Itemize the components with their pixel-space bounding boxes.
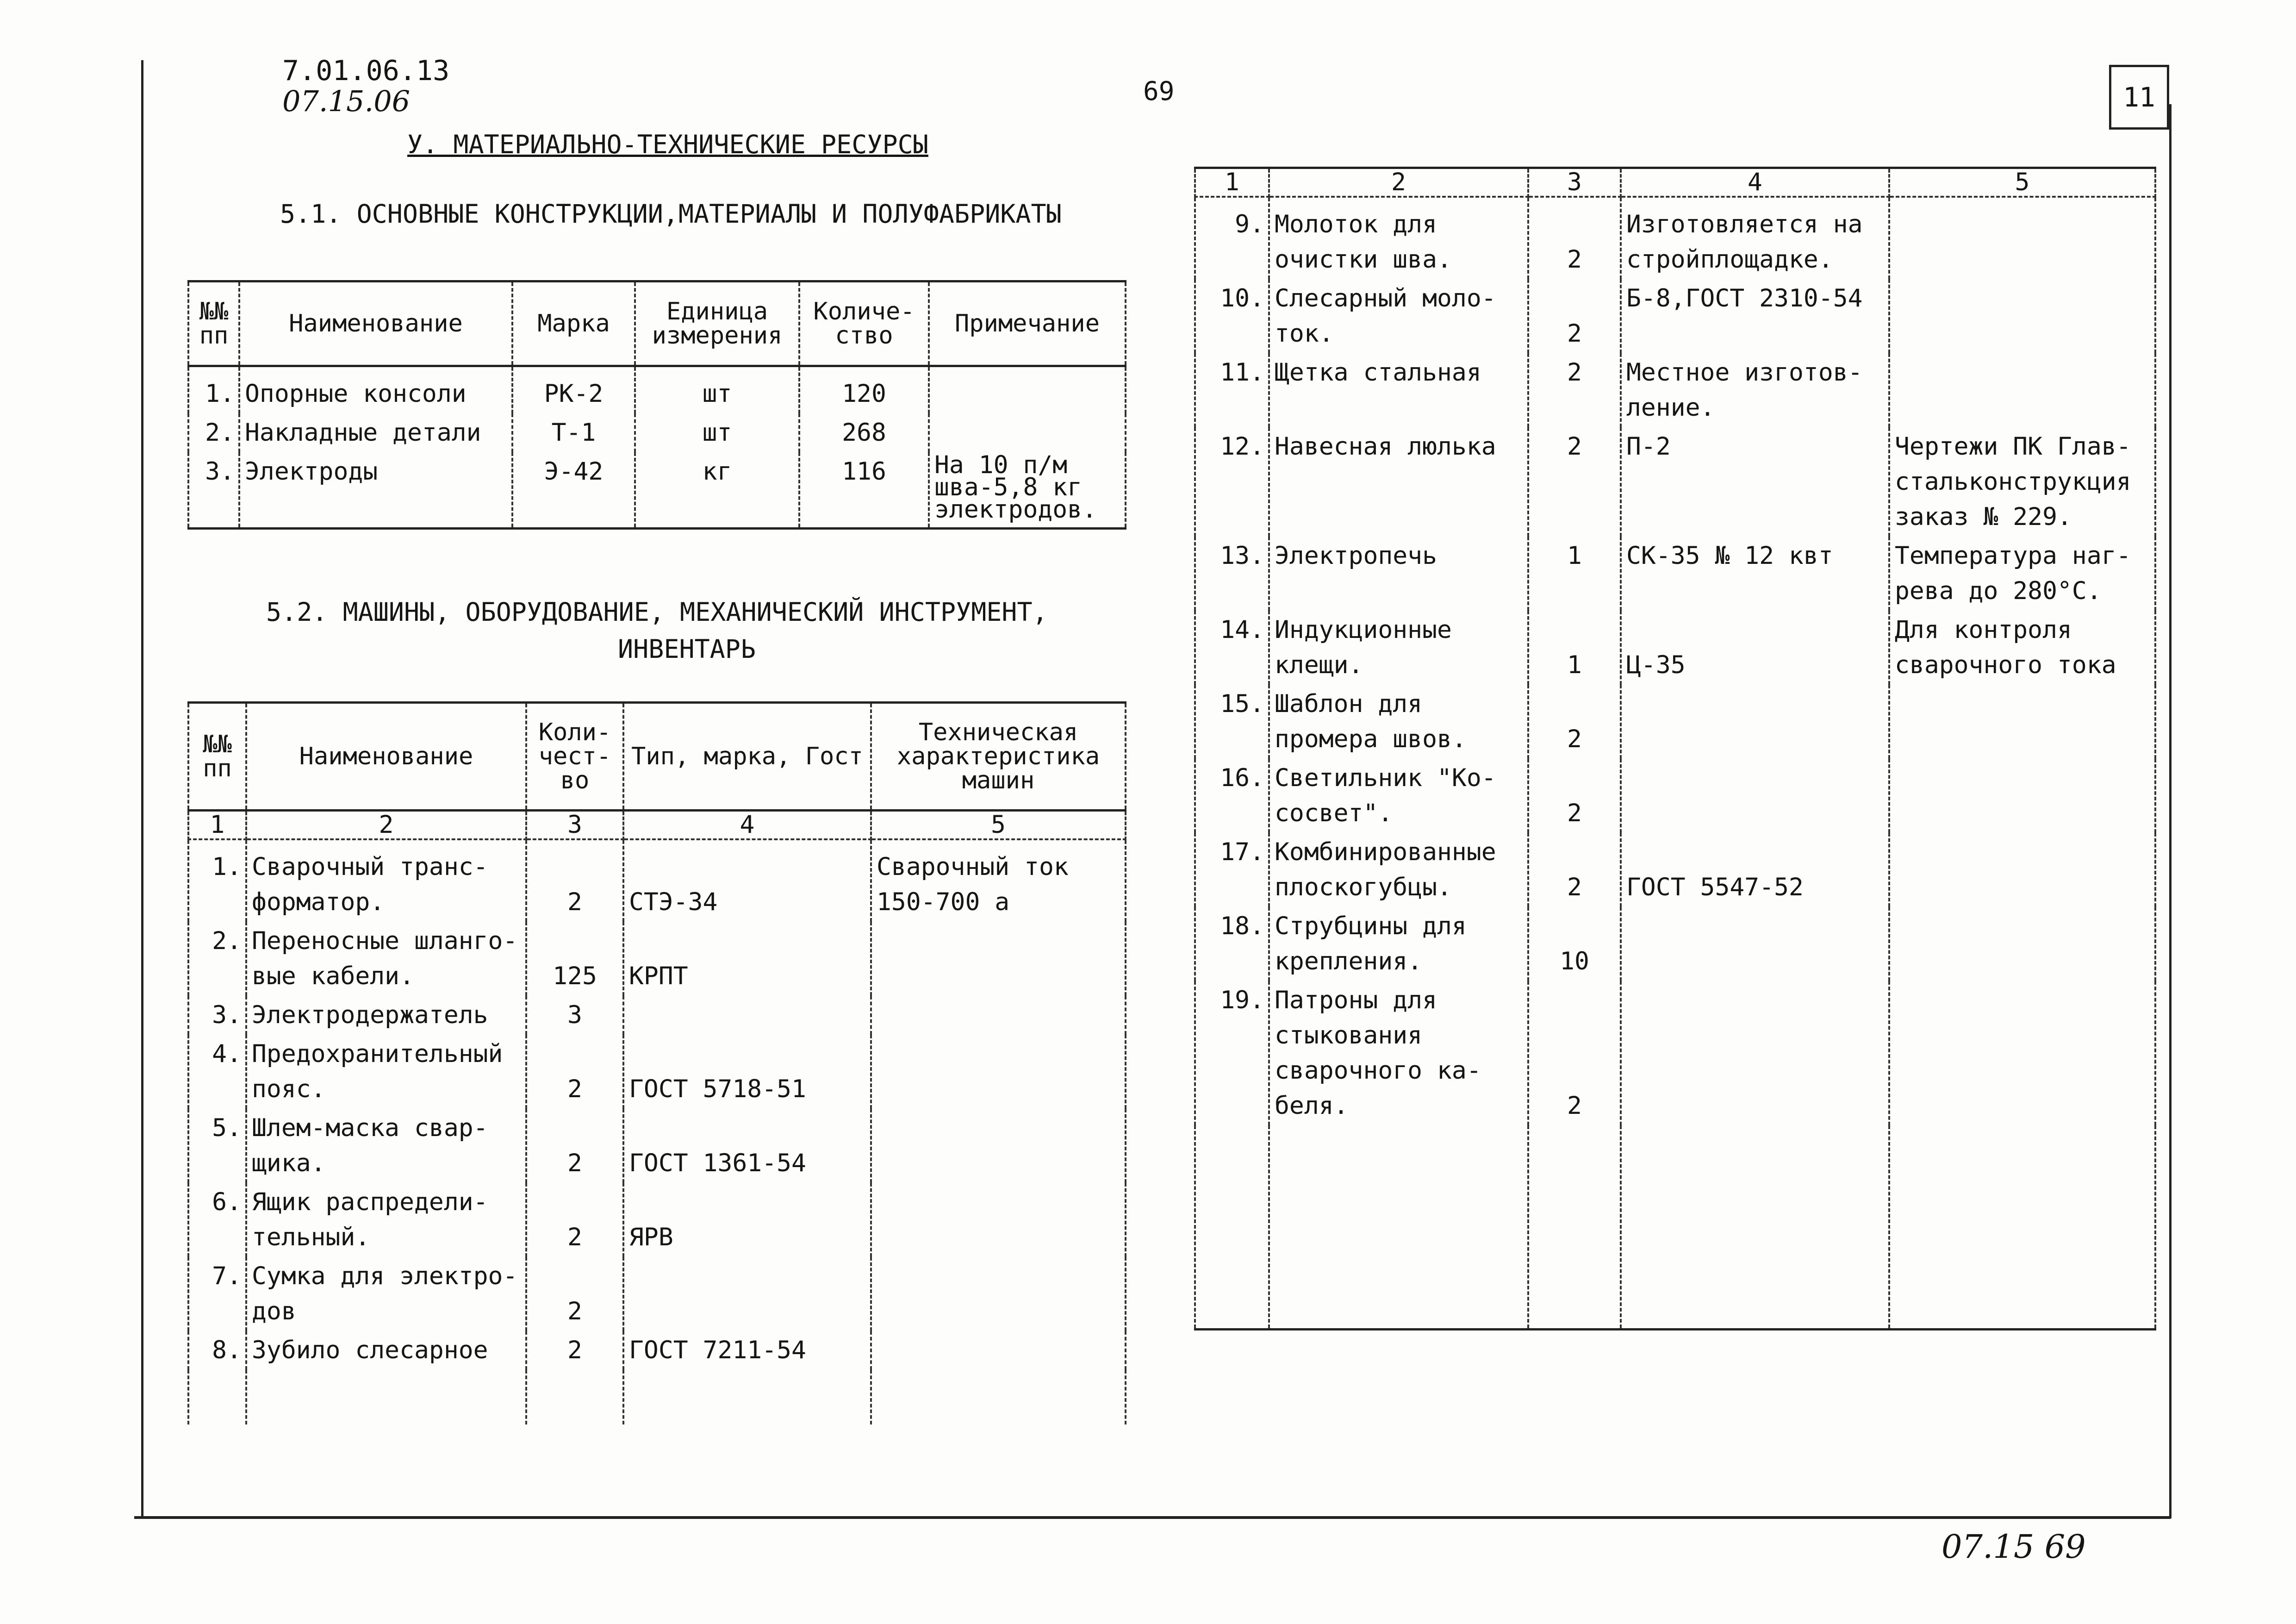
subsection-2-title-line2: ИНВЕНТАРЬ [618, 634, 756, 664]
row-number: 5. [188, 1109, 246, 1183]
item-spec [871, 1331, 1126, 1370]
item-name: Ящик распредели- тельный. [246, 1183, 526, 1257]
item-spec [1889, 759, 2155, 833]
item-name: Переносные шланго- вые кабели. [246, 922, 526, 996]
header-cell: Техническая характеристика машин [871, 703, 1126, 811]
column-number: 1 [1195, 168, 1269, 197]
item-quantity: 2 [1528, 981, 1621, 1125]
materials-table [187, 280, 1126, 530]
item-quantity: 2 [1528, 759, 1621, 833]
item-type: Местное изготов- ление. [1621, 353, 1889, 427]
header-cell: Примечание [929, 281, 1126, 366]
footer-handwritten-mark: 07.15 69 [1941, 1528, 2086, 1566]
item-name: Навесная люлька [1269, 427, 1528, 537]
table-row [1195, 981, 2155, 1125]
row-number: 10. [1195, 279, 1269, 353]
item-spec: Для контроля сварочного тока [1889, 611, 2155, 685]
machines-table-header [188, 703, 1126, 811]
item-quantity: 2 [526, 1109, 623, 1183]
table-row [1195, 353, 2155, 427]
table-row [1195, 197, 2155, 279]
item-note [929, 366, 1126, 414]
item-name: Предохранительный пояс. [246, 1035, 526, 1109]
item-quantity: 1 [1528, 537, 1621, 611]
item-type [1621, 759, 1889, 833]
item-quantity: 1 [1528, 611, 1621, 685]
row-number: 6. [188, 1183, 246, 1257]
section-title: У. МАТЕРИАЛЬНО-ТЕХНИЧЕСКИЕ РЕСУРСЫ [407, 130, 928, 159]
subsection-1-title: 5.1. ОСНОВНЫЕ КОНСТРУКЦИИ,МАТЕРИАЛЫ И ПОЛУФАБРИКАТЫ [280, 199, 1062, 229]
table-row [188, 1035, 1126, 1109]
column-number: 3 [1528, 168, 1621, 197]
header-cell: Тип, марка, Гост [623, 703, 871, 811]
item-unit: кг [635, 452, 799, 529]
machines-table-continuation [1194, 167, 2156, 1330]
item-type [1621, 685, 1889, 759]
table-row [188, 1257, 1126, 1331]
item-spec [871, 922, 1126, 996]
item-mark: РК-2 [512, 366, 635, 414]
frame-left-line [141, 60, 143, 1518]
table-row [188, 366, 1126, 414]
row-number: 11. [1195, 353, 1269, 427]
item-quantity: 2 [1528, 353, 1621, 427]
item-quantity: 2 [1528, 685, 1621, 759]
item-name: Комбинированные плоскогубцы. [1269, 833, 1528, 907]
item-quantity: 2 [1528, 279, 1621, 353]
item-spec [1889, 981, 2155, 1125]
item-name: Опорные консоли [239, 366, 512, 414]
table-filler-row [188, 1370, 1126, 1424]
item-quantity: 125 [526, 922, 623, 996]
page-number: 69 [1143, 76, 1175, 106]
table-row [188, 922, 1126, 996]
table-row [1195, 907, 2155, 981]
item-name: Сварочный транс- форматор. [246, 839, 526, 922]
item-spec [871, 996, 1126, 1035]
item-spec [1889, 833, 2155, 907]
table-row [188, 1109, 1126, 1183]
item-spec [1889, 907, 2155, 981]
table-row [1195, 427, 2155, 537]
item-name: Индукционные клещи. [1269, 611, 1528, 685]
frame-right-line [2169, 104, 2172, 1518]
item-spec [1889, 197, 2155, 279]
row-number: 12. [1195, 427, 1269, 537]
item-note: На 10 п/м шва-5,8 кг электродов. [929, 452, 1126, 529]
column-number: 2 [246, 811, 526, 840]
item-type: ГОСТ 5547-52 [1621, 833, 1889, 907]
item-spec [1889, 279, 2155, 353]
item-quantity: 116 [799, 452, 929, 529]
table-row [1195, 685, 2155, 759]
item-type: ГОСТ 7211-54 [623, 1331, 871, 1370]
table-row [188, 452, 1126, 529]
item-unit: шт [635, 413, 799, 452]
table-row [1195, 537, 2155, 611]
header-cell: Количе- ство [799, 281, 929, 366]
item-name: Электропечь [1269, 537, 1528, 611]
item-type: Б-8,ГОСТ 2310-54 [1621, 279, 1889, 353]
item-mark: Т-1 [512, 413, 635, 452]
sheet-number: 11 [2123, 81, 2155, 113]
item-name: Шаблон для промера швов. [1269, 685, 1528, 759]
row-number: 19. [1195, 981, 1269, 1125]
row-number: 17. [1195, 833, 1269, 907]
header-cell: №№ пп [188, 281, 239, 366]
item-spec: Температура наг- рева до 280°С. [1889, 537, 2155, 611]
item-quantity: 3 [526, 996, 623, 1035]
item-name: Шлем-маска свар- щика. [246, 1109, 526, 1183]
item-type: П-2 [1621, 427, 1889, 537]
table-row [1195, 833, 2155, 907]
table-row [188, 1183, 1126, 1257]
item-type: ЯРВ [623, 1183, 871, 1257]
document-code [282, 56, 449, 117]
column-number-row [188, 811, 1126, 840]
row-number: 13. [1195, 537, 1269, 611]
column-number: 4 [623, 811, 871, 840]
row-number: 18. [1195, 907, 1269, 981]
item-spec: Чертежи ПК Глав- стальконструкция заказ № 229. [1889, 427, 2155, 537]
item-spec [871, 1035, 1126, 1109]
row-number: 4. [188, 1035, 246, 1109]
item-note [929, 413, 1126, 452]
item-type [1621, 981, 1889, 1125]
item-type: СК-35 № 12 квт [1621, 537, 1889, 611]
item-type: ГОСТ 5718-51 [623, 1035, 871, 1109]
item-type: Изготовляется на стройплощадке. [1621, 197, 1889, 279]
column-number: 5 [1889, 168, 2155, 197]
item-spec [871, 1257, 1126, 1331]
row-number: 8. [188, 1331, 246, 1370]
table-row [188, 1331, 1126, 1370]
table-row [188, 413, 1126, 452]
item-quantity: 2 [526, 1331, 623, 1370]
item-quantity: 2 [1528, 833, 1621, 907]
item-quantity: 2 [1528, 427, 1621, 537]
item-quantity: 120 [799, 366, 929, 414]
document-code-handwritten: 07.15.06 [282, 84, 411, 118]
column-number: 3 [526, 811, 623, 840]
item-quantity: 2 [526, 1035, 623, 1109]
item-name: Накладные детали [239, 413, 512, 452]
subsection-2-title-line1: 5.2. МАШИНЫ, ОБОРУДОВАНИЕ, МЕХАНИЧЕСКИЙ ИНСТРУМЕНТ, [266, 597, 1048, 627]
frame-bottom-line [134, 1516, 2171, 1519]
item-quantity: 268 [799, 413, 929, 452]
item-name: Зубило слесарное [246, 1331, 526, 1370]
item-name: Светильник "Ко- сосвет". [1269, 759, 1528, 833]
document-code-printed: 7.01.06.13 [282, 55, 450, 87]
header-cell: Единица измерения [635, 281, 799, 366]
item-type: КРПТ [623, 922, 871, 996]
item-name: Электродержатель [246, 996, 526, 1035]
row-number: 1. [188, 366, 239, 414]
row-number: 14. [1195, 611, 1269, 685]
item-name: Сумка для электро- дов [246, 1257, 526, 1331]
row-number: 2. [188, 413, 239, 452]
item-name: Щетка стальная [1269, 353, 1528, 427]
item-name: Молоток для очистки шва. [1269, 197, 1528, 279]
item-spec [871, 1183, 1126, 1257]
item-quantity: 2 [1528, 197, 1621, 279]
row-number: 9. [1195, 197, 1269, 279]
item-quantity: 2 [526, 839, 623, 922]
materials-table-header [188, 281, 1126, 366]
item-type [623, 1257, 871, 1331]
header-cell: №№ пп [188, 703, 246, 811]
item-name: Слесарный моло- ток. [1269, 279, 1528, 353]
header-cell: Марка [512, 281, 635, 366]
column-number-row [1195, 168, 2155, 197]
item-unit: шт [635, 366, 799, 414]
item-name: Электроды [239, 452, 512, 529]
sheet-number-box [2109, 65, 2169, 130]
header-cell: Наименование [239, 281, 512, 366]
item-type: СТЭ-34 [623, 839, 871, 922]
table-row [1195, 611, 2155, 685]
item-type [1621, 907, 1889, 981]
item-type: ГОСТ 1361-54 [623, 1109, 871, 1183]
column-number: 2 [1269, 168, 1528, 197]
row-number: 7. [188, 1257, 246, 1331]
header-cell: Наименование [246, 703, 526, 811]
item-spec: Сварочный ток 150-700 а [871, 839, 1126, 922]
item-name: Патроны для стыкования сварочного ка- беля. [1269, 981, 1528, 1125]
row-number: 15. [1195, 685, 1269, 759]
table-row [188, 996, 1126, 1035]
column-number: 4 [1621, 168, 1889, 197]
item-quantity: 2 [526, 1257, 623, 1331]
item-type [623, 996, 871, 1035]
row-number: 2. [188, 922, 246, 996]
item-spec [1889, 685, 2155, 759]
row-number: 3. [188, 452, 239, 529]
machines-table [187, 701, 1126, 1424]
column-number: 5 [871, 811, 1126, 840]
table-filler-row [1195, 1125, 2155, 1330]
item-spec [1889, 353, 2155, 427]
item-quantity: 10 [1528, 907, 1621, 981]
item-type: Ц-35 [1621, 611, 1889, 685]
row-number: 3. [188, 996, 246, 1035]
header-cell: Коли- чест- во [526, 703, 623, 811]
item-name: Струбцины для крепления. [1269, 907, 1528, 981]
table-row [1195, 759, 2155, 833]
item-quantity: 2 [526, 1183, 623, 1257]
column-number: 1 [188, 811, 246, 840]
item-mark: Э-42 [512, 452, 635, 529]
row-number: 16. [1195, 759, 1269, 833]
table-row [188, 839, 1126, 922]
item-spec [871, 1109, 1126, 1183]
row-number: 1. [188, 839, 246, 922]
table-row [1195, 279, 2155, 353]
